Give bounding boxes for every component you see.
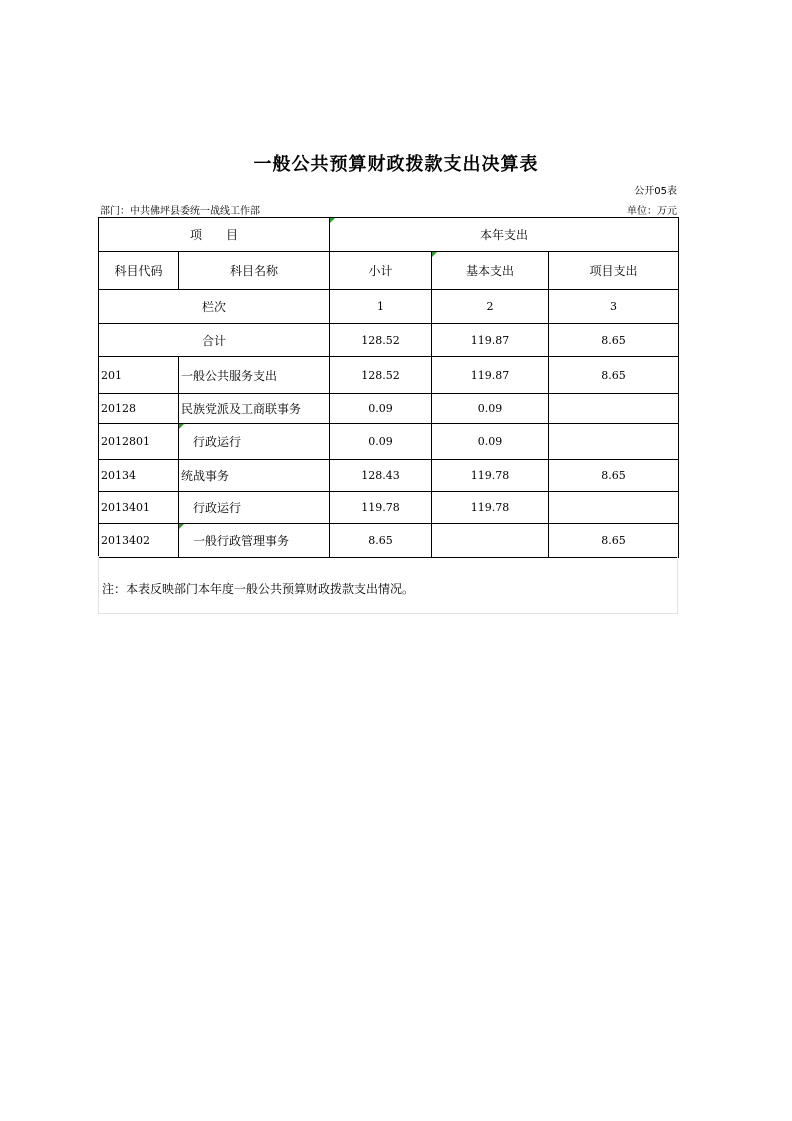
- row-project: 8.65: [549, 524, 679, 558]
- table-row: [99, 492, 679, 524]
- row-project: [549, 492, 679, 524]
- form-number: 公开05表: [634, 186, 677, 197]
- row-code: 2013402: [99, 524, 179, 558]
- column-index-row: [99, 290, 679, 324]
- header-project-expenditure: 项目支出: [549, 252, 679, 290]
- row-code: 2012801: [99, 424, 179, 460]
- table-row: [99, 424, 679, 460]
- department-label: 部门：中共佛坪县委统一战线工作部: [100, 206, 260, 217]
- row-project: 8.65: [549, 357, 679, 394]
- column-index-2: 2: [432, 290, 549, 324]
- header-project: 项 目: [99, 218, 330, 252]
- total-project: 8.65: [549, 324, 679, 357]
- page-title: 一般公共预算财政拨款支出决算表: [253, 154, 539, 175]
- table-note: 注：本表反映部门本年度一般公共预算财政拨款支出情况。: [102, 582, 415, 596]
- row-basic: [432, 524, 549, 558]
- row-name: 一般公共服务支出: [179, 357, 330, 394]
- row-code: 20134: [99, 460, 179, 492]
- row-name: 行政运行: [179, 492, 330, 524]
- header-subject-name: 科目名称: [179, 252, 330, 290]
- row-basic: 119.78: [432, 492, 549, 524]
- row-project: [549, 424, 679, 460]
- row-name: 民族党派及工商联事务: [179, 394, 330, 424]
- column-index-1: 1: [330, 290, 432, 324]
- row-project: 8.65: [549, 460, 679, 492]
- header-row-2: [99, 252, 679, 290]
- column-index-label: 栏次: [99, 290, 330, 324]
- total-basic: 119.87: [432, 324, 549, 357]
- row-name: 行政运行: [179, 424, 330, 460]
- total-subtotal: 128.52: [330, 324, 432, 357]
- total-row: [99, 324, 679, 357]
- column-index-3: 3: [549, 290, 679, 324]
- row-basic: 119.87: [432, 357, 549, 394]
- row-basic: 0.09: [432, 424, 549, 460]
- row-subtotal: 0.09: [330, 394, 432, 424]
- header-current-year: 本年支出: [330, 218, 679, 252]
- table-row: [99, 460, 679, 492]
- row-subtotal: 128.43: [330, 460, 432, 492]
- unit-label: 单位：万元: [627, 206, 677, 217]
- header-basic: 基本支出: [432, 252, 549, 290]
- table-row: [99, 524, 679, 558]
- row-code: 201: [99, 357, 179, 394]
- expenditure-table: [98, 217, 679, 558]
- row-subtotal: 8.65: [330, 524, 432, 558]
- table-row: [99, 394, 679, 424]
- row-subtotal: 119.78: [330, 492, 432, 524]
- row-code: 2013401: [99, 492, 179, 524]
- row-code: 20128: [99, 394, 179, 424]
- row-project: [549, 394, 679, 424]
- header-subject-code: 科目代码: [99, 252, 179, 290]
- header-row-1: [99, 218, 679, 252]
- row-subtotal: 0.09: [330, 424, 432, 460]
- row-basic: 119.78: [432, 460, 549, 492]
- table-row: [99, 357, 679, 394]
- row-subtotal: 128.52: [330, 357, 432, 394]
- header-subtotal: 小计: [330, 252, 432, 290]
- row-name: 一般行政管理事务: [179, 524, 330, 558]
- total-label: 合计: [99, 324, 330, 357]
- row-basic: 0.09: [432, 394, 549, 424]
- note-area: [98, 556, 678, 614]
- row-name: 统战事务: [179, 460, 330, 492]
